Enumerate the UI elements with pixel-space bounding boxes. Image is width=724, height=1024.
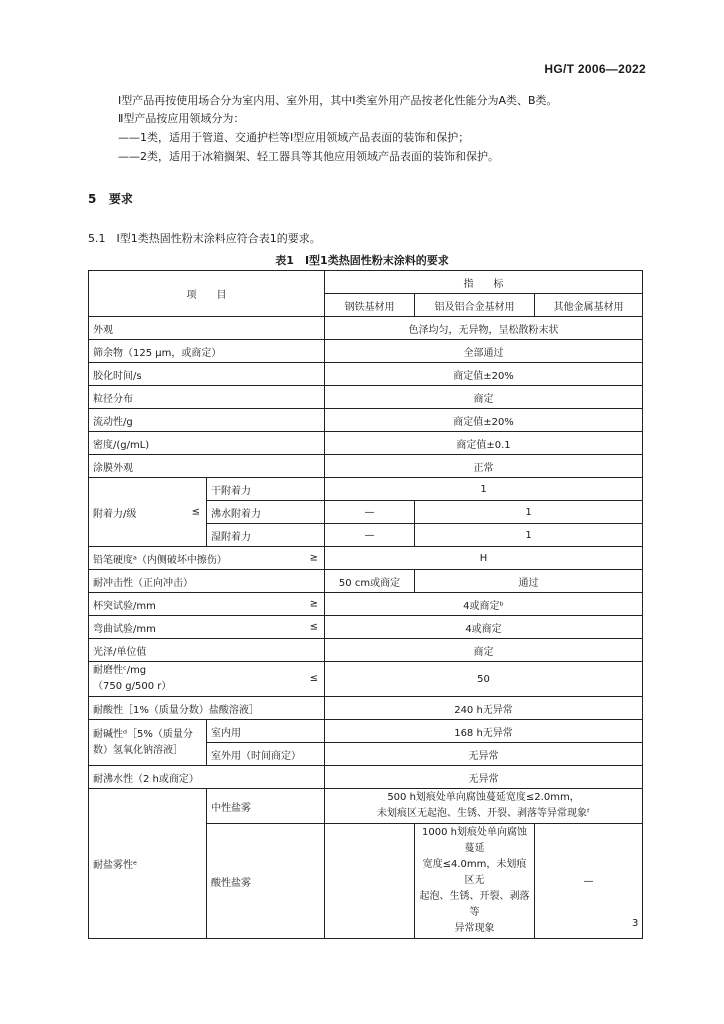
row-label: 粒径分布 [89,386,325,409]
section-5-heading [88,190,133,207]
row-label: 铅笔硬度ᵃ（内侧破坏中擦伤） [93,554,227,566]
header-other: 其他金属基材用 [535,294,643,317]
row-value: 商定值±20% [325,409,643,432]
table-row [89,639,643,662]
header-steel: 钢铁基材用 [325,294,415,317]
comparison-symbol: ≤ [191,506,200,518]
intro-paragraph-2: Ⅱ型产品按应用领域分为： [118,112,245,125]
table-row [89,697,643,720]
acetic-value-line-4: 异常现象 [454,923,495,934]
row-label: 密度/(g/mL) [89,432,325,455]
sub-label: 酸性盐雾 [207,824,325,939]
neutral-value-line-2: 未划痕区无起泡、生锈、开裂、剥落等异常现象ᶠ [377,808,590,819]
row-value: 1 [325,478,643,501]
section-5-1-text: 5.1 Ⅰ型1类热固性粉末涂料应符合表1的要求。 [88,232,321,245]
table-row [89,317,643,340]
abrasion-label-cell [89,662,325,697]
table-header-row [89,271,643,294]
empty-cell [325,824,415,939]
table-row [89,766,643,789]
row-label: 涂膜外观 [89,455,325,478]
table-row [89,593,643,616]
table-row [89,616,643,639]
row-value: 全部通过 [325,340,643,363]
table-caption: 表1 Ⅰ型1类热固性粉末涂料的要求 [275,254,449,267]
sub-label: 湿附着力 [207,524,325,547]
row-value: 商定值±20% [325,363,643,386]
header-item: 项 目 [89,271,325,317]
section-5-number: 5 [88,192,97,206]
row-label: 光泽/单位值 [89,639,325,662]
row-label: 筛余物（125 μm，或商定） [89,340,325,363]
row-label-detail: （750 g/500 r） [93,681,172,692]
row-value [415,824,535,939]
row-label: 弯曲试验/mm [93,623,156,635]
acetic-value-line-2: 宽度≤4.0mm，未划痕区无 [422,859,527,886]
intro-paragraph-1: Ⅰ型产品再按使用场合分为室内用、室外用，其中Ⅰ类室外用产品按老化性能分为A类、B类。 [118,94,558,107]
acetic-value-line-1: 1000 h划痕处单向腐蚀蔓延 [422,827,527,854]
table-row [89,409,643,432]
row-value-steel: — [325,501,415,524]
intro-list-item-2: ——2类，适用于冰箱搁架、轻工器具等其他应用领域产品表面的装饰和保护。 [118,150,499,163]
row-value: 1 [415,501,643,524]
row-label: 外观 [89,317,325,340]
row-value-steel: — [325,524,415,547]
row-value: H [325,547,643,570]
cupping-label-cell [89,593,325,616]
row-value: 168 h无异常 [325,720,643,743]
row-label: 流动性/g [89,409,325,432]
page-number: 3 [632,918,639,929]
table-row [89,478,643,501]
table-row [89,455,643,478]
adhesion-label-cell [89,478,207,547]
sub-label: 室内用 [207,720,325,743]
table-row [89,386,643,409]
table-row [89,547,643,570]
table-row [89,720,643,743]
row-label: 耐酸性［1%（质量分数）盐酸溶液］ [89,697,325,720]
row-value: 4或商定 [325,616,643,639]
header-aluminum: 铝及铝合金基材用 [415,294,535,317]
row-value: 无异常 [325,766,643,789]
comparison-symbol: ≥ [309,598,318,610]
row-value: 商定 [325,639,643,662]
section-5-title: 要求 [108,192,133,206]
comparison-symbol: ≤ [309,621,318,633]
row-value [325,789,643,824]
row-value-other: — [535,824,643,939]
row-label: 杯突试验/mm [93,600,156,612]
comparison-symbol: ≤ [309,673,318,684]
row-value: 商定 [325,386,643,409]
row-label: 附着力/级 [93,508,137,520]
row-label: 耐沸水性（2 h或商定） [89,766,325,789]
requirements-table [88,270,643,939]
table-row [89,432,643,455]
sub-label: 室外用（时间商定） [207,743,325,766]
table-row [89,340,643,363]
sub-label: 沸水附着力 [207,501,325,524]
row-label: 耐碱性ᵈ［5%（质量分数）氢氧化钠溶液］ [89,720,207,766]
document-code: HG/T 2006—2022 [544,62,646,76]
row-value: 色泽均匀，无异物，呈松散粉末状 [325,317,643,340]
row-value: 无异常 [325,743,643,766]
row-value: 通过 [415,570,643,593]
row-value: 商定值±0.1 [325,432,643,455]
row-value: 240 h无异常 [325,697,643,720]
row-label: 耐磨性ᶜ/mg [93,665,147,676]
row-value: 正常 [325,455,643,478]
row-value-steel: 50 cm或商定 [325,570,415,593]
row-value: 50 [325,662,643,697]
table-row [89,662,643,697]
hardness-label-cell [89,547,325,570]
neutral-value-line-1: 500 h划痕处单向腐蚀蔓延宽度≤2.0mm， [387,792,580,803]
row-value: 4或商定ᵇ [325,593,643,616]
row-value: 1 [415,524,643,547]
sub-label: 中性盐雾 [207,789,325,824]
row-label: 耐盐雾性ᵉ [89,789,207,939]
header-index: 指 标 [325,271,643,294]
table-row [89,789,643,824]
row-label: 胶化时间/s [89,363,325,386]
bend-label-cell [89,616,325,639]
comparison-symbol: ≥ [309,552,318,564]
sub-label: 干附着力 [207,478,325,501]
table-row [89,570,643,593]
intro-list-item-1: ——1类，适用于管道、交通护栏等Ⅰ型应用领域产品表面的装饰和保护； [118,131,470,144]
acetic-value-line-3: 起泡、生锈、开裂、剥落等 [419,891,530,918]
table-row [89,363,643,386]
row-label: 耐冲击性（正向冲击） [89,570,325,593]
